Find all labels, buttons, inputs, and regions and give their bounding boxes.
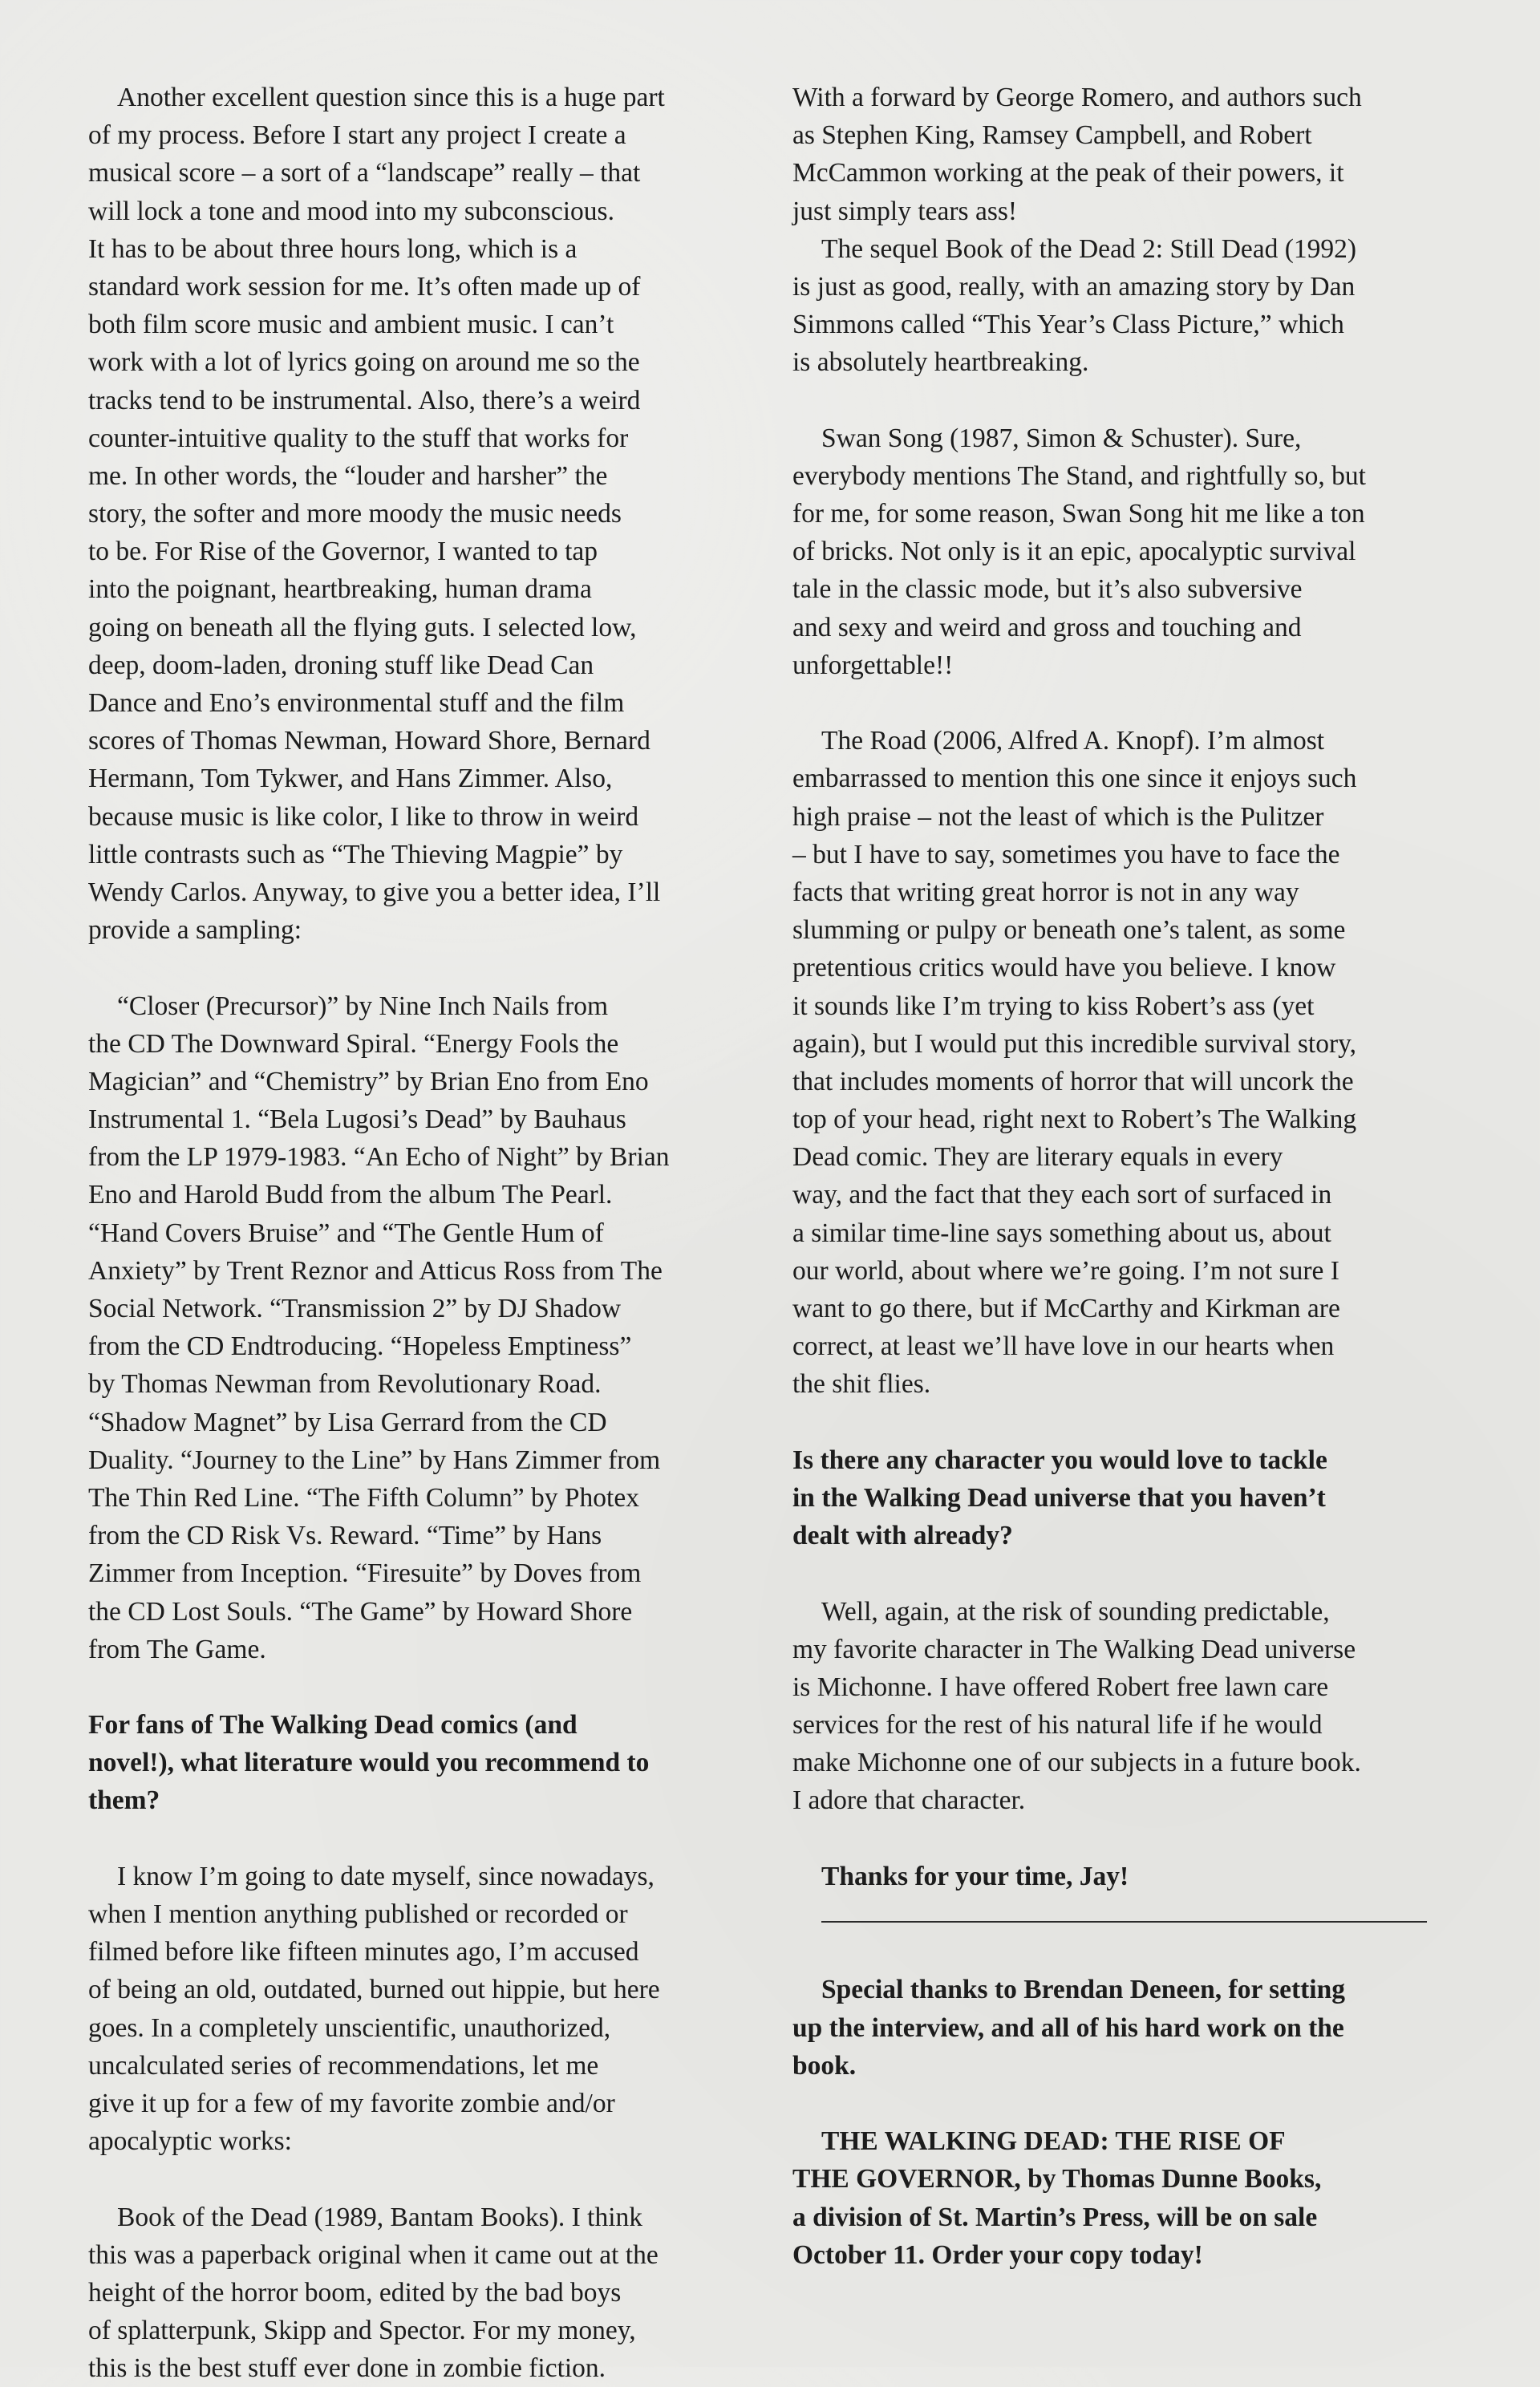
text-line: from the CD Risk Vs. Reward. “Time” by Hans: [88, 1517, 754, 1554]
text-line: THE GOVERNOR, by Thomas Dunne Books,: [792, 2160, 1452, 2198]
text-line: up the interview, and all of his hard work on the: [792, 2009, 1452, 2047]
text-line: the CD The Downward Spiral. “Energy Fools the: [88, 1025, 754, 1063]
text-line: Thanks for your time, Jay!: [792, 1858, 1452, 1895]
text-line: my favorite character in The Walking Dead universe: [792, 1631, 1452, 1668]
text-line: that includes moments of horror that will uncork the: [792, 1063, 1452, 1100]
text-line: Dead comic. They are literary equals in every: [792, 1138, 1452, 1176]
text-line: “Hand Covers Bruise” and “The Gentle Hum of: [88, 1214, 754, 1252]
text-line: the shit flies.: [792, 1365, 1452, 1403]
text-line: unforgettable!!: [792, 646, 1452, 684]
text-line: The Road (2006, Alfred A. Knopf). I’m almost: [792, 722, 1452, 760]
paragraph-gap: [792, 382, 1452, 419]
text-line: services for the rest of his natural life if he would: [792, 1706, 1452, 1744]
text-line: story, the softer and more moody the music needs: [88, 495, 754, 533]
text-line: Zimmer from Inception. “Firesuite” by Doves from: [88, 1554, 754, 1592]
paragraph-gap: [88, 949, 754, 987]
text-line: embarrassed to mention this one since it enjoys such: [792, 760, 1452, 797]
text-line: correct, at least we’ll have love in our hearts when: [792, 1327, 1452, 1365]
text-line: our world, about where we’re going. I’m not sure I: [792, 1252, 1452, 1290]
paragraph-gap: [88, 2160, 754, 2198]
text-line: of splatterpunk, Skipp and Spector. For my money,: [88, 2312, 754, 2349]
paragraph-gap: [792, 1554, 1452, 1592]
paragraph-gap: [792, 1820, 1452, 1858]
text-line: novel!), what literature would you recommend to: [88, 1744, 754, 1781]
text-line: Hermann, Tom Tykwer, and Hans Zimmer. Also,: [88, 760, 754, 797]
text-line: I adore that character.: [792, 1781, 1452, 1819]
text-line: a division of St. Martin’s Press, will be on sale: [792, 2199, 1452, 2236]
text-line: this was a paperback original when it came out at the: [88, 2236, 754, 2274]
text-line: goes. In a completely unscientific, unauthorized,: [88, 2009, 754, 2047]
book-promo: [792, 2122, 1452, 2274]
text-line: make Michonne one of our subjects in a future book.: [792, 1744, 1452, 1781]
paragraph-swan-song: [792, 419, 1452, 684]
text-line: McCammon working at the peak of their powers, it: [792, 154, 1452, 192]
text-line: both film score music and ambient music. I can’t: [88, 306, 754, 343]
text-line: me. In other words, the “louder and harsher” the: [88, 457, 754, 495]
paragraph-music-process: [88, 79, 754, 949]
text-line: counter-intuitive quality to the stuff that works for: [88, 419, 754, 457]
text-line: Simmons called “This Year’s Class Picture,” which: [792, 306, 1452, 343]
text-line: as Stephen King, Ramsey Campbell, and Robert: [792, 116, 1452, 154]
thanks-line: [792, 1858, 1452, 1895]
text-line: standard work session for me. It’s often made up of: [88, 268, 754, 306]
text-line: The Thin Red Line. “The Fifth Column” by Photex: [88, 1479, 754, 1517]
right-column: [792, 79, 1452, 2274]
text-line: because music is like color, I like to throw in weird: [88, 798, 754, 836]
text-line: slumming or pulpy or beneath one’s talent, as some: [792, 911, 1452, 949]
text-line: this is the best stuff ever done in zombie fiction.: [88, 2349, 754, 2387]
text-line: It has to be about three hours long, which is a: [88, 230, 754, 268]
text-line: For fans of The Walking Dead comics (and: [88, 1706, 754, 1744]
question-character: [792, 1441, 1452, 1555]
paragraph-sequel: [792, 230, 1452, 382]
text-line: going on beneath all the flying guts. I selected low,: [88, 609, 754, 646]
text-line: from the LP 1979-1983. “An Echo of Night” by Brian: [88, 1138, 754, 1176]
text-line: it sounds like I’m trying to kiss Robert’s ass (yet: [792, 987, 1452, 1025]
paragraph-michonne: [792, 1593, 1452, 1820]
text-line: Eno and Harold Budd from the album The Pearl.: [88, 1176, 754, 1214]
text-line: in the Walking Dead universe that you haven’t: [792, 1479, 1452, 1517]
text-line: the CD Lost Souls. “The Game” by Howard Shore: [88, 1593, 754, 1631]
question-literature: [88, 1706, 754, 1820]
text-line: Swan Song (1987, Simon & Schuster). Sure,: [792, 419, 1452, 457]
text-line: everybody mentions The Stand, and rightfully so, but: [792, 457, 1452, 495]
text-line: again), but I would put this incredible survival story,: [792, 1025, 1452, 1063]
text-line: Book of the Dead (1989, Bantam Books). I think: [88, 2199, 754, 2236]
text-line: Special thanks to Brendan Deneen, for setting: [792, 1971, 1452, 2008]
left-column: [88, 79, 754, 2387]
text-line: into the poignant, heartbreaking, human drama: [88, 570, 754, 608]
text-line: musical score – a sort of a “landscape” really – that: [88, 154, 754, 192]
text-line: for me, for some reason, Swan Song hit me like a ton: [792, 495, 1452, 533]
text-line: THE WALKING DEAD: THE RISE OF: [792, 2122, 1452, 2160]
separator-rule: [792, 1895, 1452, 1933]
paragraph-gap: [88, 1820, 754, 1858]
special-thanks: [792, 1971, 1452, 2085]
text-line: little contrasts such as “The Thieving Magpie” by: [88, 836, 754, 873]
text-line: pretentious critics would have you believe. I know: [792, 949, 1452, 987]
text-line: of being an old, outdated, burned out hippie, but here: [88, 1971, 754, 2008]
paragraph-track-sampling: [88, 987, 754, 1668]
paragraph-the-road: [792, 722, 1452, 1403]
text-line: top of your head, right next to Robert’s The Walking: [792, 1100, 1452, 1138]
paragraph-recommendations-intro: [88, 1858, 754, 2161]
text-line: dealt with already?: [792, 1517, 1452, 1554]
text-line: them?: [88, 1781, 754, 1819]
text-line: scores of Thomas Newman, Howard Shore, Bernard: [88, 722, 754, 760]
text-line: work with a lot of lyrics going on around me so the: [88, 343, 754, 381]
paragraph-gap: [88, 1668, 754, 1706]
text-line: Instrumental 1. “Bela Lugosi’s Dead” by Bauhaus: [88, 1100, 754, 1138]
paragraph-gap: [792, 2085, 1452, 2122]
text-line: Duality. “Journey to the Line” by Hans Zimmer from: [88, 1441, 754, 1479]
text-line: “Shadow Magnet” by Lisa Gerrard from the CD: [88, 1404, 754, 1441]
text-line: provide a sampling:: [88, 911, 754, 949]
text-line: from The Game.: [88, 1631, 754, 1668]
text-line: I know I’m going to date myself, since nowadays,: [88, 1858, 754, 1895]
paragraph-book-of-the-dead: [88, 2199, 754, 2387]
text-line: Magician” and “Chemistry” by Brian Eno from Eno: [88, 1063, 754, 1100]
text-line: is just as good, really, with an amazing story by Dan: [792, 268, 1452, 306]
text-line: tale in the classic mode, but it’s also subversive: [792, 570, 1452, 608]
text-line: apocalyptic works:: [88, 2122, 754, 2160]
text-line: Well, again, at the risk of sounding predictable,: [792, 1593, 1452, 1631]
text-line: With a forward by George Romero, and authors such: [792, 79, 1452, 116]
text-line: deep, doom-laden, droning stuff like Dead Can: [88, 646, 754, 684]
text-line: a similar time-line says something about us, about: [792, 1214, 1452, 1252]
text-line: is absolutely heartbreaking.: [792, 343, 1452, 381]
text-line: and sexy and weird and gross and touching and: [792, 609, 1452, 646]
text-line: “Closer (Precursor)” by Nine Inch Nails from: [88, 987, 754, 1025]
text-line: of my process. Before I start any project I create a: [88, 116, 754, 154]
text-line: – but I have to say, sometimes you have to face the: [792, 836, 1452, 873]
text-line: just simply tears ass!: [792, 192, 1452, 230]
text-line: give it up for a few of my favorite zombie and/or: [88, 2085, 754, 2122]
paragraph-gap: [792, 1404, 1452, 1441]
text-line: will lock a tone and mood into my subconscious.: [88, 192, 754, 230]
text-line: to be. For Rise of the Governor, I wanted to tap: [88, 533, 754, 570]
text-line: when I mention anything published or recorded or: [88, 1895, 754, 1933]
text-line: want to go there, but if McCarthy and Kirkman are: [792, 1290, 1452, 1327]
text-line: by Thomas Newman from Revolutionary Road.: [88, 1365, 754, 1403]
text-line: Wendy Carlos. Anyway, to give you a better idea, I’ll: [88, 873, 754, 911]
paragraph-gap: [792, 1933, 1452, 1971]
text-line: uncalculated series of recommendations, let me: [88, 2047, 754, 2085]
text-line: is Michonne. I have offered Robert free lawn care: [792, 1668, 1452, 1706]
paragraph-forward: [792, 79, 1452, 230]
text-line: of bricks. Not only is it an epic, apocalyptic survival: [792, 533, 1452, 570]
text-line: Another excellent question since this is a huge part: [88, 79, 754, 116]
text-line: facts that writing great horror is not in any way: [792, 873, 1452, 911]
text-line: high praise – not the least of which is the Pulitzer: [792, 798, 1452, 836]
paragraph-gap: [792, 684, 1452, 722]
text-line: way, and the fact that they each sort of surfaced in: [792, 1176, 1452, 1214]
text-line: filmed before like fifteen minutes ago, I’m accused: [88, 1933, 754, 1971]
text-line: from the CD Endtroducing. “Hopeless Emptiness”: [88, 1327, 754, 1365]
text-line: Anxiety” by Trent Reznor and Atticus Ross from The: [88, 1252, 754, 1290]
text-line: book.: [792, 2047, 1452, 2085]
text-line: October 11. Order your copy today!: [792, 2236, 1452, 2274]
text-line: The sequel Book of the Dead 2: Still Dead (1992): [792, 230, 1452, 268]
text-line: Is there any character you would love to tackle: [792, 1441, 1452, 1479]
text-line: tracks tend to be instrumental. Also, there’s a weird: [88, 382, 754, 419]
text-line: height of the horror boom, edited by the bad boys: [88, 2274, 754, 2312]
text-line: Dance and Eno’s environmental stuff and the film: [88, 684, 754, 722]
text-line: Social Network. “Transmission 2” by DJ Shadow: [88, 1290, 754, 1327]
